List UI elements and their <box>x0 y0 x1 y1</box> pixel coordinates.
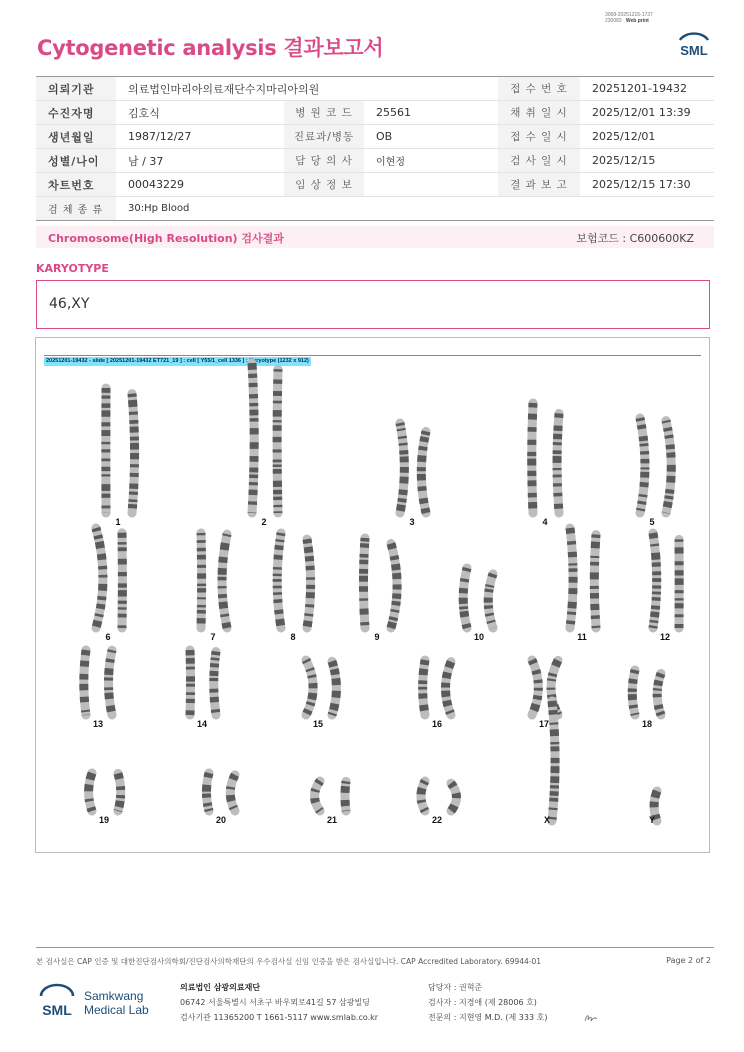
karyotype-result-box <box>36 280 710 329</box>
test-date-value: 2025/12/15 <box>580 149 714 173</box>
report-date-label: 결 과 보 고 <box>498 173 580 197</box>
chromosome-X <box>544 815 550 825</box>
chart-no-label: 차트번호 <box>36 173 116 197</box>
chromosome-9 <box>374 632 379 642</box>
doctor-label: 담 당 의 사 <box>284 149 364 173</box>
chromosome-17 <box>539 719 549 729</box>
accreditation-note: 본 검사실은 CAP 인증 및 대한진단검사의학회/진단검사의학재단의 우수검사실 신임 인증을 받은 검사실입니다. CAP Accredited Laboratory. 69944-01 <box>36 957 542 966</box>
web-print-label: Web print <box>625 18 649 24</box>
footer-divider <box>36 947 714 948</box>
info-row <box>36 77 714 101</box>
chromosome-12 <box>660 632 670 642</box>
sml-logo-text: SML <box>680 43 708 58</box>
chromosome-8 <box>290 632 295 642</box>
page-number: Page 2 of 2 <box>666 956 711 965</box>
chromosome-5 <box>649 517 654 527</box>
chromosome-21 <box>327 815 337 825</box>
clinical-info-label: 임 상 정 보 <box>284 173 364 197</box>
footer-staff <box>428 980 547 1025</box>
org-name <box>180 980 378 995</box>
chromosome-label: 18 <box>641 719 653 729</box>
chromosome-Y <box>649 815 655 825</box>
report-date-value: 2025/12/15 17:30 <box>580 173 714 197</box>
sml-footer-logo-text: SML <box>42 1002 72 1018</box>
footer-organization <box>180 980 378 1025</box>
collection-date-label: 채 취 일 시 <box>498 101 580 125</box>
staff-tester: 검사자 : 지경애 (제 28006 호) <box>428 998 537 1007</box>
chromosome-label: 8 <box>290 632 296 642</box>
chromosome-label: 22 <box>431 815 443 825</box>
chromosome-label: 7 <box>210 632 216 642</box>
karyotype-label: KARYOTYPE <box>36 262 109 275</box>
chromosome-label: 1 <box>115 517 121 527</box>
chromosome-label: Y <box>648 815 656 825</box>
patient-info-table <box>36 76 714 221</box>
test-date-label: 검 사 일 시 <box>498 149 580 173</box>
chromosome-3 <box>409 517 414 527</box>
karyotype-image-caption: 20251201-19432 - slide [ 20251201-19432 ET721_19 ] : cell [ Y55/1_cell 1336 ] : Karyotype (1232 x 912) <box>46 358 309 364</box>
sex-age-label: 성별/나이 <box>36 149 116 173</box>
karyogram <box>36 338 711 854</box>
info-row <box>36 125 714 149</box>
karyotype-result: 46,XY <box>49 296 90 312</box>
staff-manager: 담당자 : 권혁준 <box>428 983 483 992</box>
receipt-date-value: 2025/12/01 <box>580 125 714 149</box>
chromosome-18 <box>642 719 652 729</box>
brand-line-2: Medical Lab <box>84 1003 149 1017</box>
chromosome-label: 21 <box>326 815 338 825</box>
sex-age-value: 남 / 37 <box>116 149 284 173</box>
specimen-value: 30:Hp Blood <box>116 197 714 221</box>
chromosome-11 <box>577 632 587 642</box>
chromosome-label: 2 <box>261 517 267 527</box>
requesting-institution-value: 의료법인마리아의료재단수지마리아의원 <box>116 77 498 101</box>
chromosome-20 <box>216 815 226 825</box>
document-code <box>605 12 653 24</box>
collection-date-value: 2025/12/01 13:39 <box>580 101 714 125</box>
chromosome-label: 10 <box>473 632 485 642</box>
birth-date-label: 생년월일 <box>36 125 116 149</box>
brand-line-1: Samkwang <box>84 989 144 1003</box>
chromosome-label: X <box>543 815 551 825</box>
requesting-institution-label: 의뢰기관 <box>36 77 116 101</box>
receipt-no-value: 20251201-19432 <box>580 77 714 101</box>
clinical-info-value <box>364 173 498 197</box>
chromosome-15 <box>313 719 323 729</box>
doctor-value: 이현정 <box>364 149 498 173</box>
chromosome-label: 5 <box>649 517 655 527</box>
info-row <box>36 149 714 173</box>
chromosome-label: 4 <box>542 517 548 527</box>
sml-footer-logo-icon <box>37 980 77 1025</box>
staff-specialist: 전문의 : 지현영 M.D. (제 333 호) <box>428 1013 548 1022</box>
chromosome-16 <box>432 719 442 729</box>
org-contact: 검사기관 11365200 T 1661-5117 www.smlab.co.kr <box>180 1013 379 1022</box>
chromosome-4 <box>542 517 547 527</box>
chromosome-label: 16 <box>431 719 443 729</box>
specimen-label: 검 체 종 류 <box>36 197 116 221</box>
chromosome-label: 12 <box>659 632 671 642</box>
chromosome-label: 11 <box>577 632 587 642</box>
report-title: Cytogenetic analysis 결과보고서 <box>37 36 384 60</box>
karyotype-image <box>35 337 710 853</box>
chromosome-19 <box>99 815 109 825</box>
hospital-code-value: 25561 <box>364 101 498 125</box>
department-value: OB <box>364 125 498 149</box>
info-row <box>36 101 714 125</box>
chromosome-label: 9 <box>374 632 380 642</box>
chromosome-10 <box>474 632 484 642</box>
signature-icon <box>584 1012 598 1024</box>
chromosome-7 <box>210 632 215 642</box>
receipt-no-label: 접 수 번 호 <box>498 77 580 101</box>
receipt-date-label: 접 수 일 시 <box>498 125 580 149</box>
birth-date-value: 1987/12/27 <box>116 125 284 149</box>
document-code-number: 230083 <box>605 18 622 24</box>
patient-name-label: 수진자명 <box>36 101 116 125</box>
chromosome-label: 17 <box>538 719 550 729</box>
chromosome-label: 3 <box>409 517 415 527</box>
info-row <box>36 173 714 197</box>
chromosome-label: 6 <box>105 632 111 642</box>
chromosome-label: 14 <box>196 719 208 729</box>
info-row <box>36 197 714 221</box>
hospital-code-label: 병 원 코 드 <box>284 101 364 125</box>
chart-no-value: 00043229 <box>116 173 284 197</box>
chromosome-13 <box>93 719 103 729</box>
chromosome-label: 19 <box>98 815 110 825</box>
sml-logo-icon <box>674 28 714 61</box>
document-code-line-2 <box>605 18 653 24</box>
chromosome-14 <box>197 719 207 729</box>
chromosome-label: 13 <box>92 719 104 729</box>
document-code-line-1: 3068-20251215-1737 <box>605 12 653 18</box>
insurance-code: 보험코드 : C600600KZ <box>576 232 694 245</box>
section-title: Chromosome(High Resolution) 검사결과 <box>48 232 284 245</box>
chromosome-1 <box>115 517 120 527</box>
result-section-header <box>36 226 714 248</box>
chromosome-6 <box>105 632 110 642</box>
footer-brand <box>84 989 149 1017</box>
department-label: 진료과/병동 <box>284 125 364 149</box>
chromosome-22 <box>432 815 442 825</box>
patient-name-value: 김호식 <box>116 101 284 125</box>
org-name-text: 의료법인 삼광의료재단 <box>180 983 261 992</box>
chromosome-label: 15 <box>312 719 324 729</box>
chromosome-label: 20 <box>215 815 227 825</box>
chromosome-2 <box>261 517 266 527</box>
org-address: 06742 서울특별시 서초구 바우뫼로41길 57 삼광빌딩 <box>180 998 370 1007</box>
